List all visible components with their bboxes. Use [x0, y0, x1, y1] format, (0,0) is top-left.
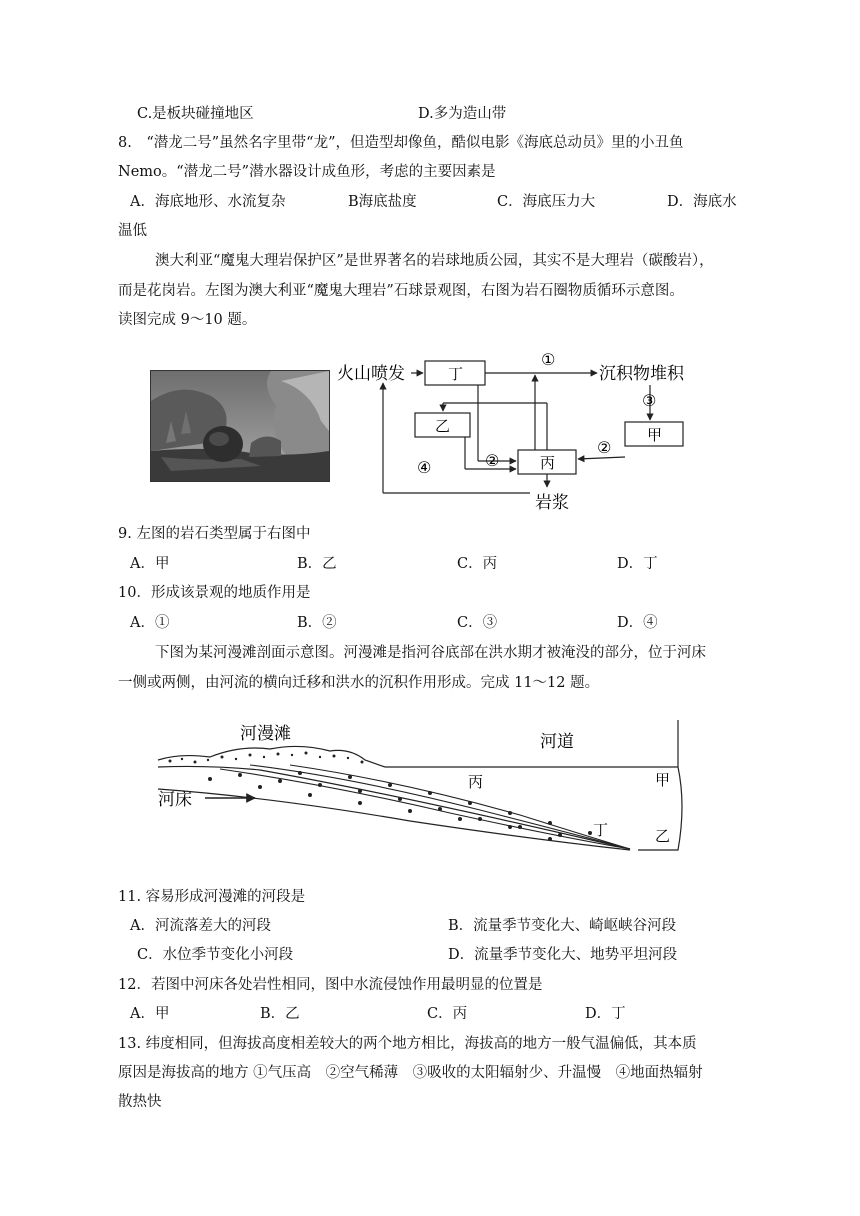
q8-stem-line2: Nemo。“潜龙二号”潜水器设计成鱼形，考虑的主要因素是	[118, 164, 496, 180]
q13-stem-line3: 散热快	[118, 1094, 162, 1110]
q9-option-c: C．丙	[457, 556, 498, 572]
label-jia: 甲	[647, 426, 663, 444]
label-bing: 丙	[540, 454, 556, 472]
q10-option-c: C．③	[457, 615, 498, 631]
q12-option-c: C．丙	[427, 1006, 468, 1022]
q11-stem: 11. 容易形成河漫滩的河段是	[118, 889, 306, 905]
label-channel: 河道	[540, 732, 574, 752]
floodplain-section-diagram	[150, 715, 690, 860]
q11-option-b: B．流量季节变化大、崎岖峡谷河段	[448, 918, 677, 934]
q8-option-d: D．海底水	[667, 194, 737, 210]
label-riverbed: 河床	[158, 790, 192, 810]
label-sediment: 沉积物堆积	[599, 364, 684, 384]
label-num-4: ④	[417, 458, 432, 477]
q11-option-d: D．流量季节变化大、地势平坦河段	[448, 947, 678, 963]
label-section-yi: 乙	[655, 827, 671, 845]
label-floodplain: 河漫滩	[240, 724, 291, 744]
q11-option-c: C．水位季节变化小河段	[137, 947, 294, 963]
q13-stem-line1: 13. 纬度相同，但海拔高度相差较大的两个地方相比，海拔高的地方一般气温偏低，其本质	[118, 1036, 697, 1052]
label-magma: 岩浆	[535, 493, 569, 510]
q13-stem-line2: 原因是海拔高的地方 ①气压高 ②空气稀薄 ③吸收的太阳辐射少、升温慢 ④地面热辐射	[118, 1065, 703, 1081]
q10-option-b: B．②	[297, 615, 337, 631]
q7-option-c: C.是板块碰撞地区	[137, 106, 254, 122]
q9-stem: 9. 左图的岩石类型属于右图中	[118, 526, 311, 542]
q10-stem: 10．形成该景观的地质作用是	[118, 585, 311, 601]
q12-option-a: A．甲	[130, 1006, 170, 1022]
label-num-1: ①	[541, 350, 556, 369]
q9-option-b: B．乙	[297, 556, 337, 572]
q11-option-a: A．河流落差大的河段	[130, 918, 271, 934]
label-num-2a: ②	[485, 451, 500, 470]
label-num-2b: ②	[597, 438, 612, 457]
q9-option-a: A．甲	[130, 556, 170, 572]
intro1-line1: 澳大利亚“魔鬼大理岩保护区”是世界著名的岩球地质公园，其实不是大理岩（碳酸岩），	[155, 253, 714, 269]
q8-option-a: A．海底地形、水流复杂	[130, 194, 286, 210]
q12-option-b: B．乙	[260, 1006, 300, 1022]
label-section-ding: 丁	[593, 821, 609, 839]
q8-option-c: C．海底压力大	[497, 194, 596, 210]
rock-landscape-photo	[150, 370, 330, 482]
q9-option-d: D．丁	[617, 556, 658, 572]
label-num-3: ③	[642, 391, 657, 410]
intro1-line3: 读图完成 9～10 题。	[118, 312, 257, 328]
intro2-line1: 下图为某河漫滩剖面示意图。河漫滩是指河谷底部在洪水期才被淹没的部分，位于河床	[155, 645, 706, 661]
label-yi: 乙	[435, 417, 451, 435]
q7-option-d: D.多为造山带	[418, 106, 507, 122]
intro1-line2: 而是花岗岩。左图为澳大利亚“魔鬼大理岩”石球景观图，右图为岩石圈物质循环示意图。	[118, 283, 684, 299]
q12-stem: 12．若图中河床各处岩性相同，图中水流侵蚀作用最明显的位置是	[118, 977, 543, 993]
q8-stem-line1: 8. “潜龙二号”虽然名字里带“龙”，但造型却像鱼，酷似电影《海底总动员》里的小丑鱼	[118, 135, 684, 151]
label-section-bing: 丙	[468, 773, 484, 791]
q10-option-d: D．④	[617, 615, 658, 631]
label-volcano: 火山喷发	[337, 364, 405, 384]
rock-cycle-diagram	[335, 345, 700, 510]
q8-option-d-cont: 温低	[118, 223, 147, 239]
q10-option-a: A．①	[130, 615, 170, 631]
label-ding: 丁	[448, 365, 464, 383]
label-section-jia: 甲	[655, 771, 671, 789]
q12-option-d: D．丁	[585, 1006, 626, 1022]
q8-option-b: B海底盐度	[348, 194, 417, 210]
intro2-line2: 一侧或两侧，由河流的横向迁移和洪水的沉积作用形成。完成 11～12 题。	[118, 675, 600, 691]
